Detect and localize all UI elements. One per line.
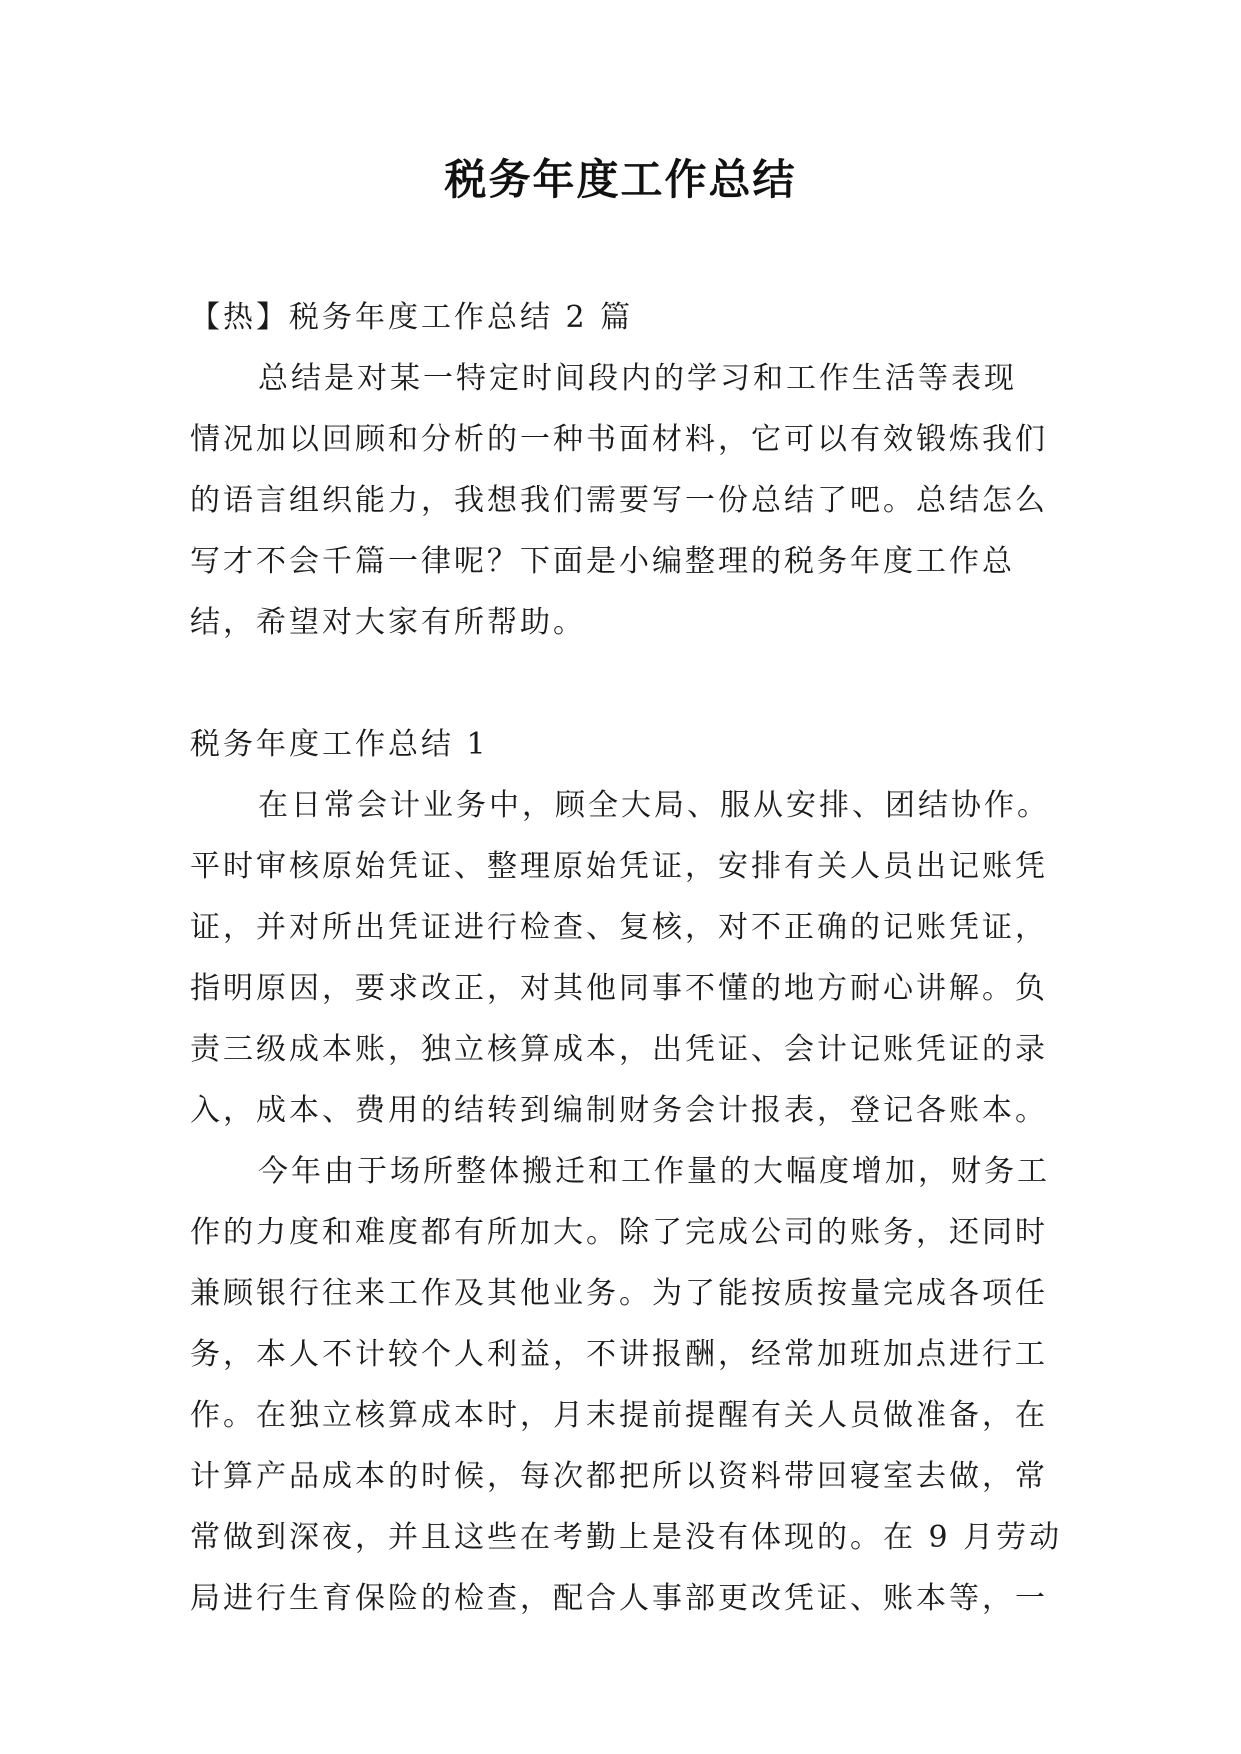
blank-line	[190, 653, 1060, 714]
intro-paragraph	[190, 348, 1060, 653]
paragraph-line: 的语言组织能力，我想我们需要写一份总结了吧。总结怎么	[190, 483, 1048, 518]
paragraph-line: 作。在独立核算成本时，月末提前提醒有关人员做准备，在	[190, 1398, 1048, 1433]
paragraph-line: 务，本人不计较个人利益，不讲报酬，经常加班加点进行工	[190, 1337, 1048, 1372]
document-body	[190, 287, 1063, 1629]
paragraph-line: 总结是对某一特定时间段内的学习和工作生活等表现	[258, 361, 1017, 396]
document-subtitle: 【热】税务年度工作总结 2 篇	[190, 300, 634, 335]
paragraph-line: 作的力度和难度都有所加大。除了完成公司的账务，还同时	[190, 1215, 1048, 1250]
document-title: 税务年度工作总结	[444, 155, 797, 204]
paragraph-line: 兼顾银行往来工作及其他业务。为了能按质按量完成各项任	[190, 1276, 1048, 1311]
section-heading: 税务年度工作总结 1	[190, 727, 489, 762]
paragraph-line: 入，成本、费用的结转到编制财务会计报表，登记各账本。	[190, 1093, 1048, 1128]
body-paragraph-2	[190, 1141, 1063, 1629]
paragraph-line: 结，希望对大家有所帮助。	[190, 605, 586, 640]
paragraph-line: 局进行生育保险的检查，配合人事部更改凭证、账本等，一	[190, 1581, 1048, 1616]
paragraph-line: 证，并对所出凭证进行检查、复核，对不正确的记账凭证，	[190, 910, 1048, 945]
paragraph-line: 情况加以回顾和分析的一种书面材料，它可以有效锻炼我们	[190, 422, 1048, 457]
paragraph-line: 责三级成本账，独立核算成本，出凭证、会计记账凭证的录	[190, 1032, 1048, 1067]
paragraph-line: 今年由于场所整体搬迁和工作量的大幅度增加，财务工	[258, 1154, 1050, 1189]
paragraph-line: 写才不会千篇一律呢？下面是小编整理的税务年度工作总	[190, 544, 1015, 579]
body-paragraph-1	[190, 775, 1060, 1141]
paragraph-line: 平时审核原始凭证、整理原始凭证，安排有关人员出记账凭	[190, 849, 1048, 884]
paragraph-line: 计算产品成本的时候，每次都把所以资料带回寝室去做，常	[190, 1459, 1048, 1494]
paragraph-line: 指明原因，要求改正，对其他同事不懂的地方耐心讲解。负	[190, 971, 1048, 1006]
paragraph-line: 常做到深夜，并且这些在考勤上是没有体现的。在 9 月劳动	[190, 1520, 1063, 1555]
paragraph-line: 在日常会计业务中，顾全大局、服从安排、团结协作。	[258, 788, 1050, 823]
